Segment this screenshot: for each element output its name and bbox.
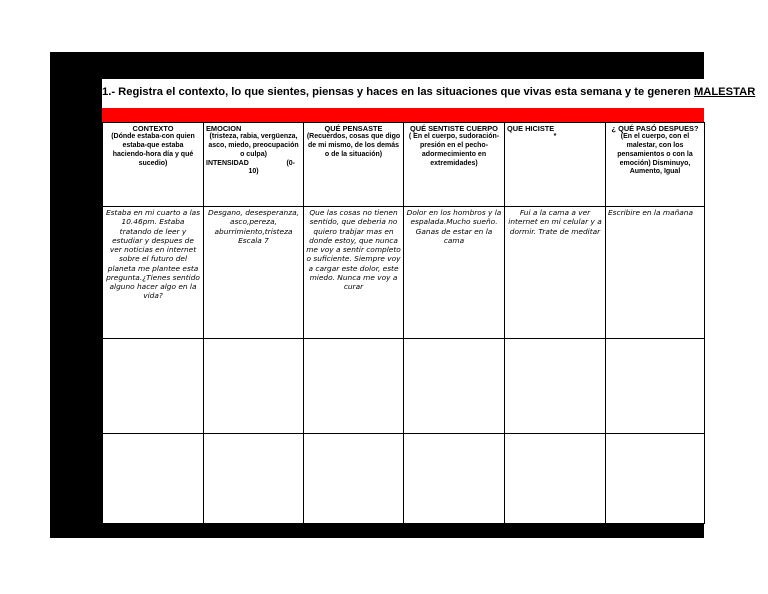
header-despues	[606, 123, 705, 207]
header-emocion-subtitle: (tristeza, rabia, vergüenza, asco, miedo, preocupación o culpa)	[208, 133, 299, 158]
header-cuerpo-subtitle: ( En el cuerpo, sudoración-presión en el pecho-adormecimiento en extremidades)	[408, 133, 500, 167]
table-row	[103, 207, 705, 339]
worksheet-title-bar	[102, 79, 756, 107]
cell-cuerpo[interactable]	[404, 339, 505, 434]
cell-despues[interactable]	[606, 339, 705, 434]
header-cuerpo	[404, 123, 505, 207]
black-frame-bottom	[50, 523, 704, 538]
cell-pensaste[interactable]	[304, 434, 404, 524]
header-emocion-intensity	[206, 160, 301, 169]
header-row	[103, 123, 705, 207]
header-hiciste-subtitle: *	[553, 133, 557, 141]
header-contexto-title: CONTEXTO	[132, 124, 174, 133]
cell-contexto[interactable]	[103, 434, 204, 524]
cell-despues[interactable]	[606, 434, 705, 524]
header-pensaste	[304, 123, 404, 207]
header-pensaste-subtitle: (Recuerdos, cosas que digo de mi mismo, de los demás o de la situación)	[306, 133, 401, 158]
cell-hiciste[interactable]: Fui a la cama a ver internet en mi celular y a dormir. Trate de meditar	[505, 207, 606, 339]
header-cuerpo-title: QUÉ SENTISTE CUERPO	[410, 124, 498, 133]
table-row	[103, 339, 705, 434]
black-frame-left	[50, 52, 102, 538]
header-hiciste	[505, 123, 606, 207]
cell-cuerpo[interactable]: Dolor en los hombros y la espalada.Mucho sueño. Ganas de estar en la cama	[404, 207, 505, 339]
header-despues-title: ¿ QUÉ PASÓ DESPUES?	[611, 124, 699, 133]
cell-emocion[interactable]: Desgano, desesperanza, asco,pereza, aburrimiento,tristeza Escala 7	[204, 207, 304, 339]
header-hiciste-title: QUE HICISTE	[507, 124, 555, 133]
cell-pensaste[interactable]: Que las cosas no tienen sentido, que deberia no quiero trabjar mas en donde estoy, que nunca me voy a sentir completo o suficiente. Siempre voy a cargar este dolor, este miedo. Nunca me voy a curar	[304, 207, 404, 339]
intensity-range-end: 10)	[248, 168, 259, 176]
table-row	[103, 434, 705, 524]
header-contexto-subtitle: (Dónde estaba-con quien estaba-que estaba haciendo-hora día y qué sucedio)	[111, 133, 195, 167]
cell-emocion[interactable]	[204, 434, 304, 524]
cell-pensaste[interactable]	[304, 339, 404, 434]
worksheet-title	[102, 86, 755, 98]
cell-contexto[interactable]: Estaba en mi cuarto a las 10.46pm. Estaba tratando de leer y estudiar y despues de ver noticias en internet sobre el futuro del planeta me plantee esta pregunta.¿Tienes sentido alguno hacer algo en la vida?	[103, 207, 204, 339]
title-underlined-word: MALESTAR	[693, 86, 756, 98]
cell-emocion[interactable]	[204, 339, 304, 434]
cell-hiciste[interactable]	[505, 339, 606, 434]
black-frame-top	[50, 52, 704, 79]
header-contexto	[103, 123, 204, 207]
header-emocion-title: EMOCION	[206, 124, 242, 133]
red-header-band	[102, 108, 704, 122]
cell-hiciste[interactable]	[505, 434, 606, 524]
title-text: 1.- Registra el contexto, lo que sientes, piensas y haces en las situaciones que vivas esta semana y te generen	[102, 86, 691, 98]
header-pensaste-title: QUÉ PENSASTE	[324, 124, 383, 133]
cell-contexto[interactable]	[103, 339, 204, 434]
intensity-label: INTENSIDAD	[206, 159, 249, 167]
thought-record-table	[102, 122, 705, 524]
cell-cuerpo[interactable]	[404, 434, 505, 524]
intensity-range-start: (0-	[286, 159, 295, 167]
header-despues-subtitle: (En el cuerpo, con el malestar, con los pensamientos o con la emoción) Disminuyo, Aumento, Igual	[617, 133, 693, 176]
header-emocion	[204, 123, 304, 207]
cell-despues[interactable]: Escribire en la mañana	[606, 207, 705, 339]
